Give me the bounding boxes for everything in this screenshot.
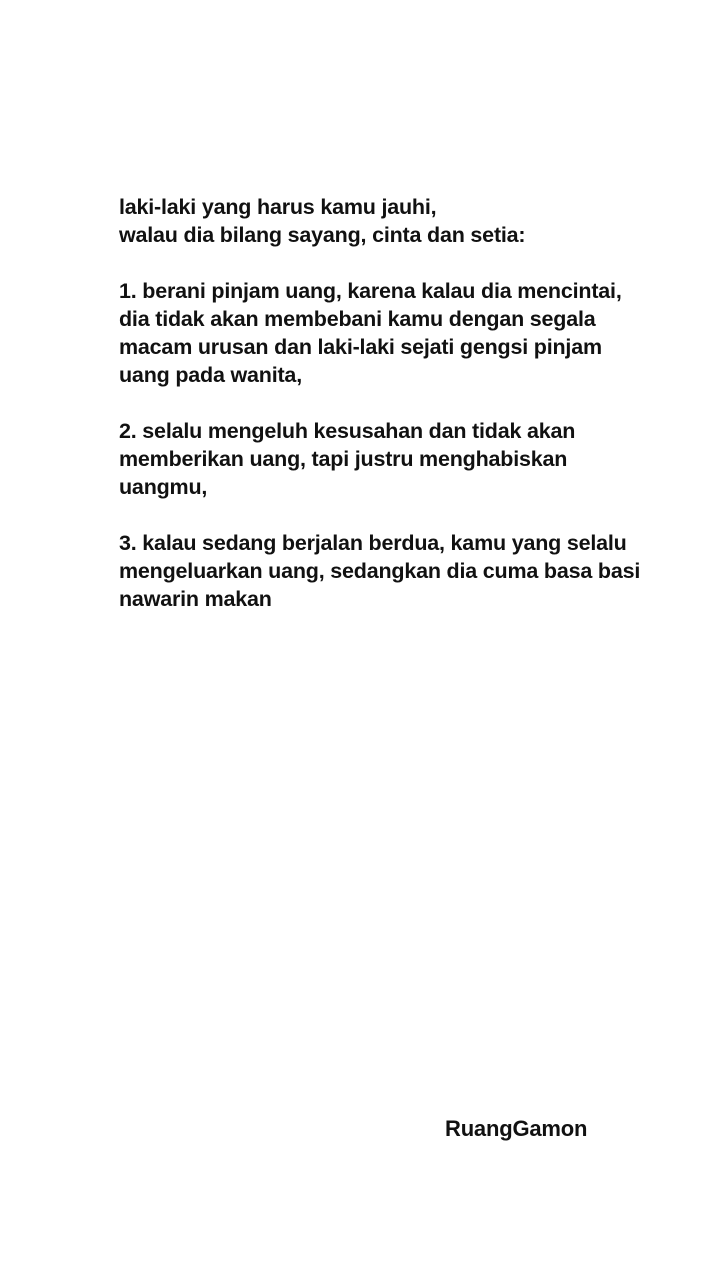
point-2 <box>119 417 689 501</box>
point-line: 3. kalau sedang berjalan berdua, kamu yang selalu <box>119 531 627 555</box>
quote-text <box>119 193 689 613</box>
point-line: dia tidak akan membebani kamu dengan segala <box>119 307 596 331</box>
paragraph-gap <box>119 249 689 277</box>
intro-line: laki-laki yang harus kamu jauhi, <box>119 195 437 219</box>
point-line: nawarin makan <box>119 587 272 611</box>
intro-line: walau dia bilang sayang, cinta dan setia: <box>119 223 526 247</box>
paragraph-gap <box>119 501 689 529</box>
paragraph-gap <box>119 389 689 417</box>
point-line: 2. selalu mengeluh kesusahan dan tidak akan <box>119 419 576 443</box>
point-line: uangmu, <box>119 475 208 499</box>
signature: RuangGamon <box>445 1116 588 1141</box>
point-line: uang pada wanita, <box>119 363 302 387</box>
point-line: 1. berani pinjam uang, karena kalau dia mencintai, <box>119 279 622 303</box>
point-3 <box>119 529 689 613</box>
point-line: mengeluarkan uang, sedangkan dia cuma basa basi <box>119 559 641 583</box>
point-line: macam urusan dan laki-laki sejati gengsi pinjam <box>119 335 602 359</box>
point-1 <box>119 277 689 389</box>
point-line: memberikan uang, tapi justru menghabiskan <box>119 447 568 471</box>
